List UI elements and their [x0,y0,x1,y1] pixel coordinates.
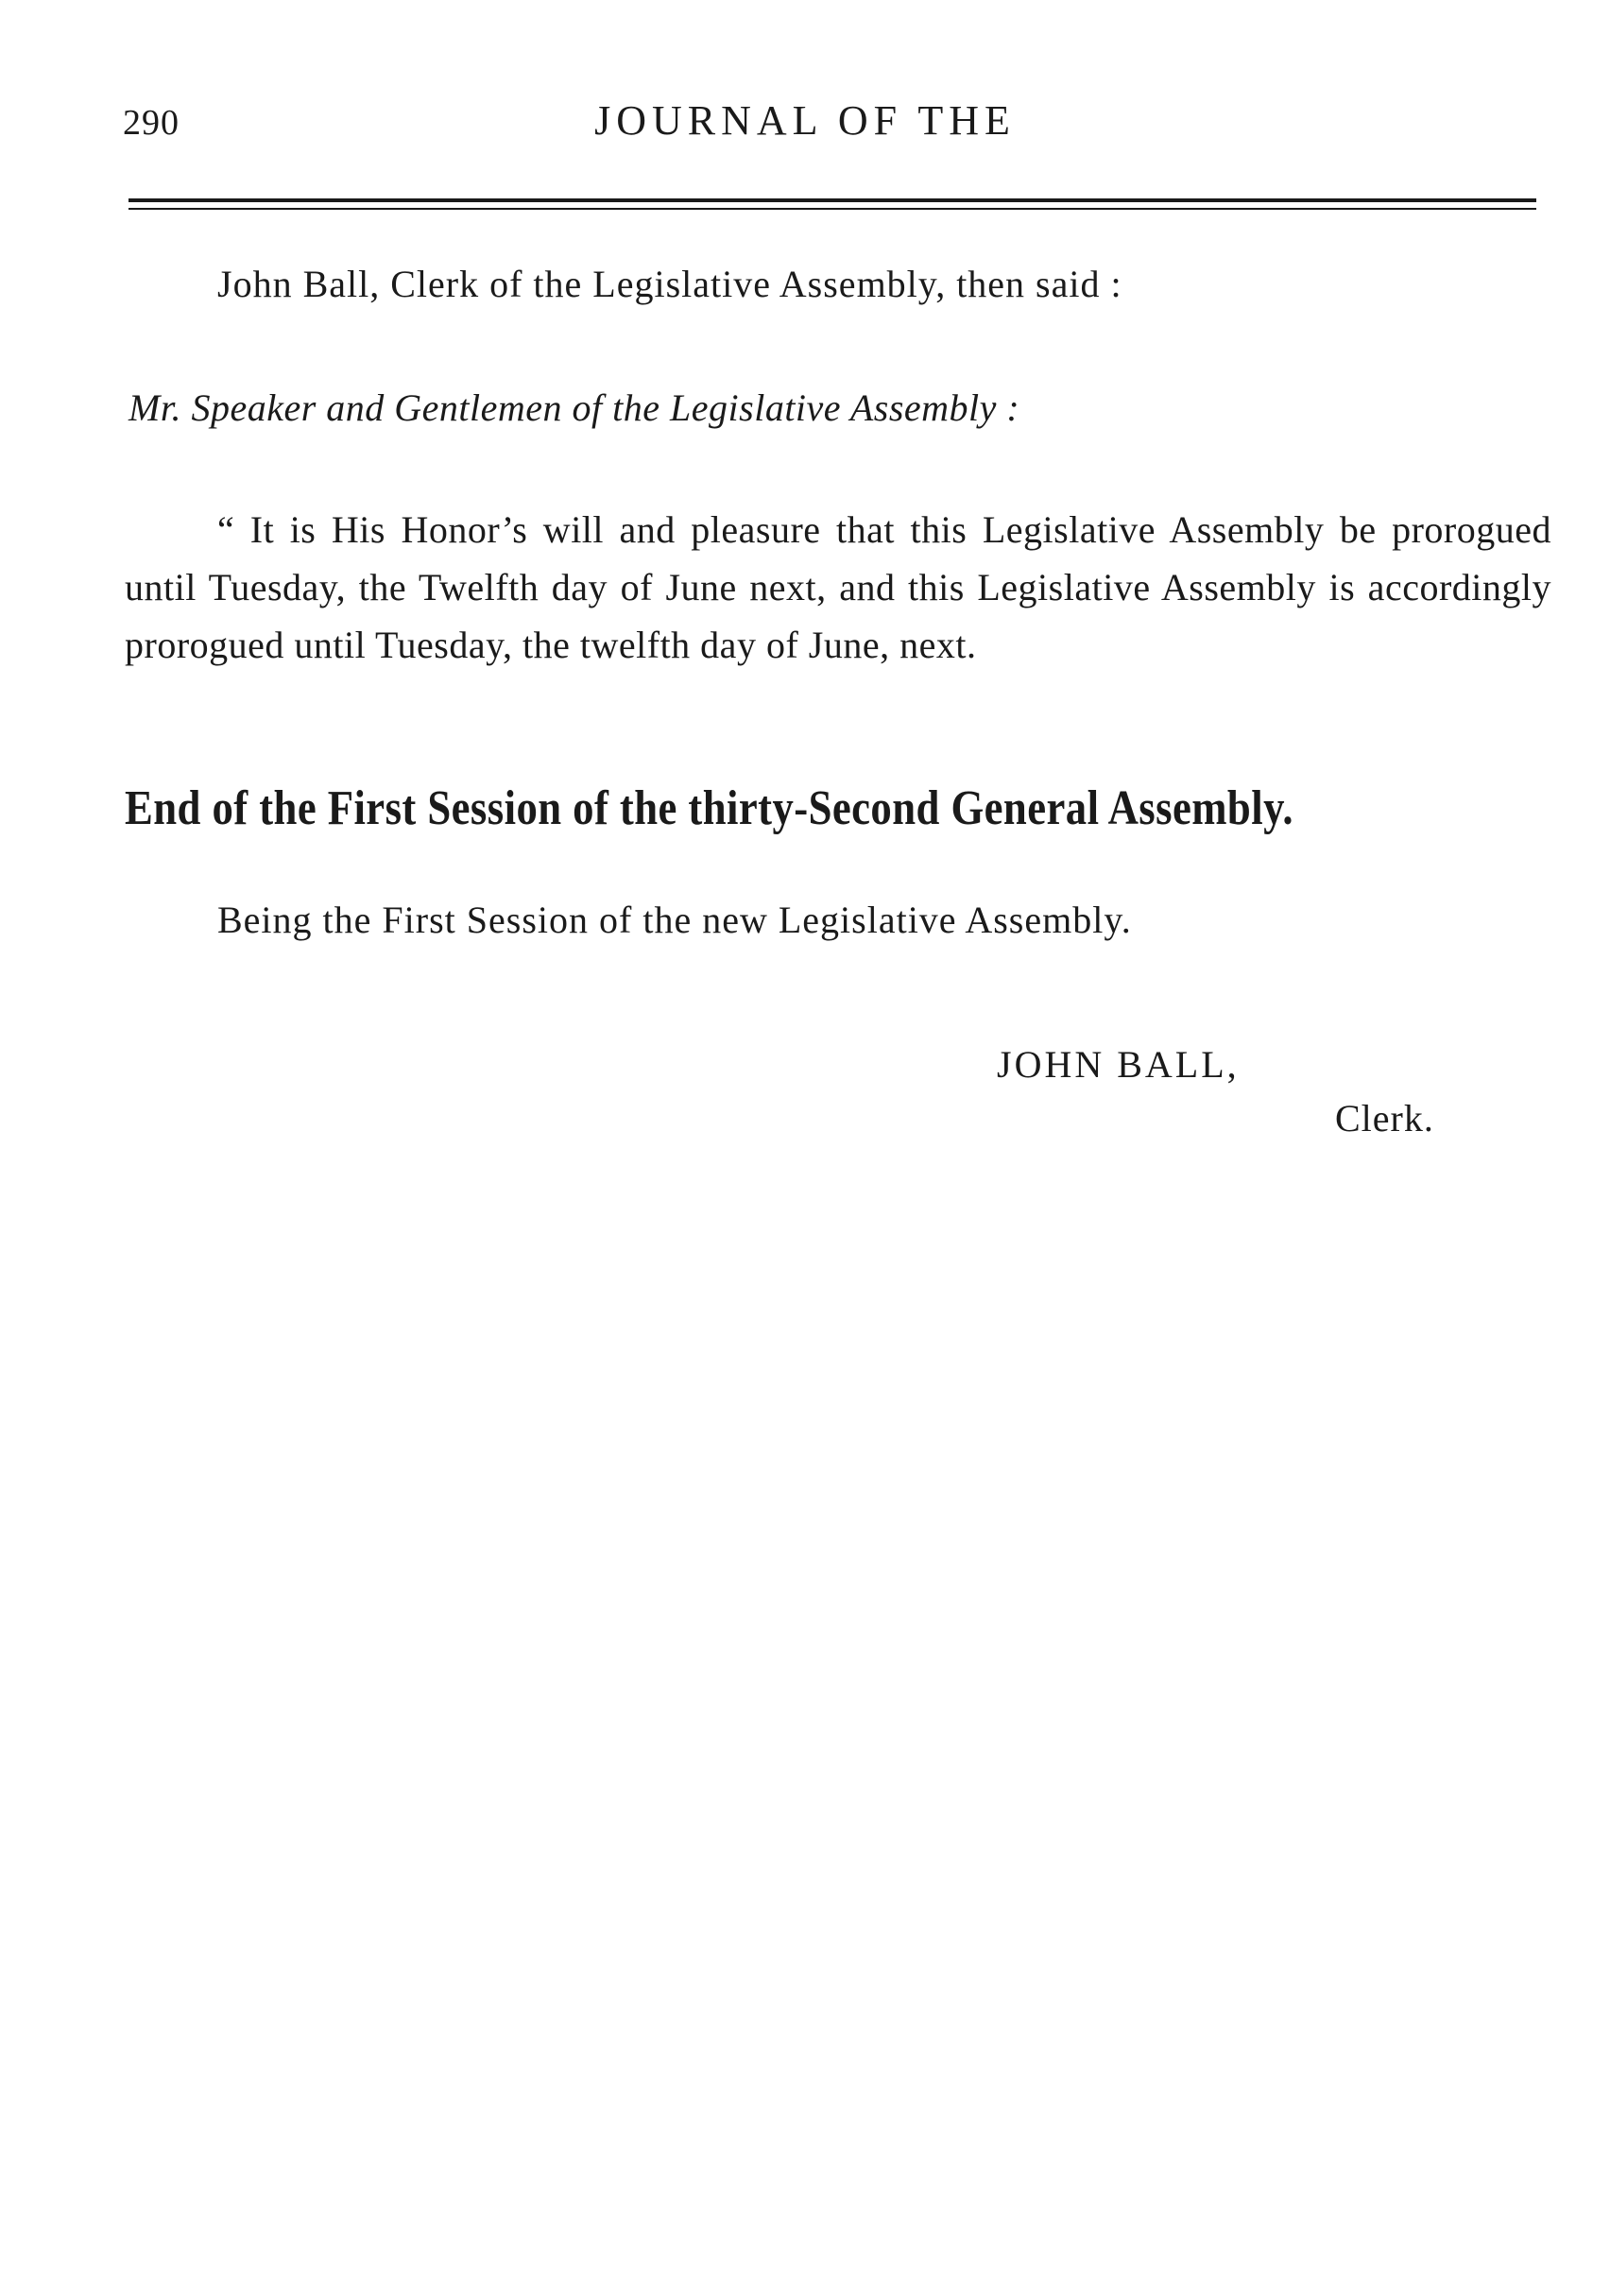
end-of-session-heading: End of the First Session of the thirty-Second General Assembly. [125,781,1294,835]
signature-name: JOHN BALL, [997,1043,1240,1086]
signature-title: Clerk. [1335,1097,1434,1139]
running-title: JOURNAL OF THE [594,97,1016,144]
address-line: Mr. Speaker and Gentlemen of the Legislative Assembly : [128,386,1020,429]
page-number: 290 [123,103,180,143]
header-rule-thin [128,208,1536,210]
quote-paragraph: “ It is His Honor’s will and pleasure that this Legislative Assembly be prorogued until Tuesday, the Twelfth day of June next, and this Legislative Assembly is accordingly prorogued until Tuesday, the twelfth day of June, next. [125,508,1551,666]
header-rule-thick [128,198,1536,202]
being-paragraph: Being the First Session of the new Legislative Assembly. [217,899,1132,941]
intro-paragraph: John Ball, Clerk of the Legislative Assembly, then said : [217,263,1122,305]
